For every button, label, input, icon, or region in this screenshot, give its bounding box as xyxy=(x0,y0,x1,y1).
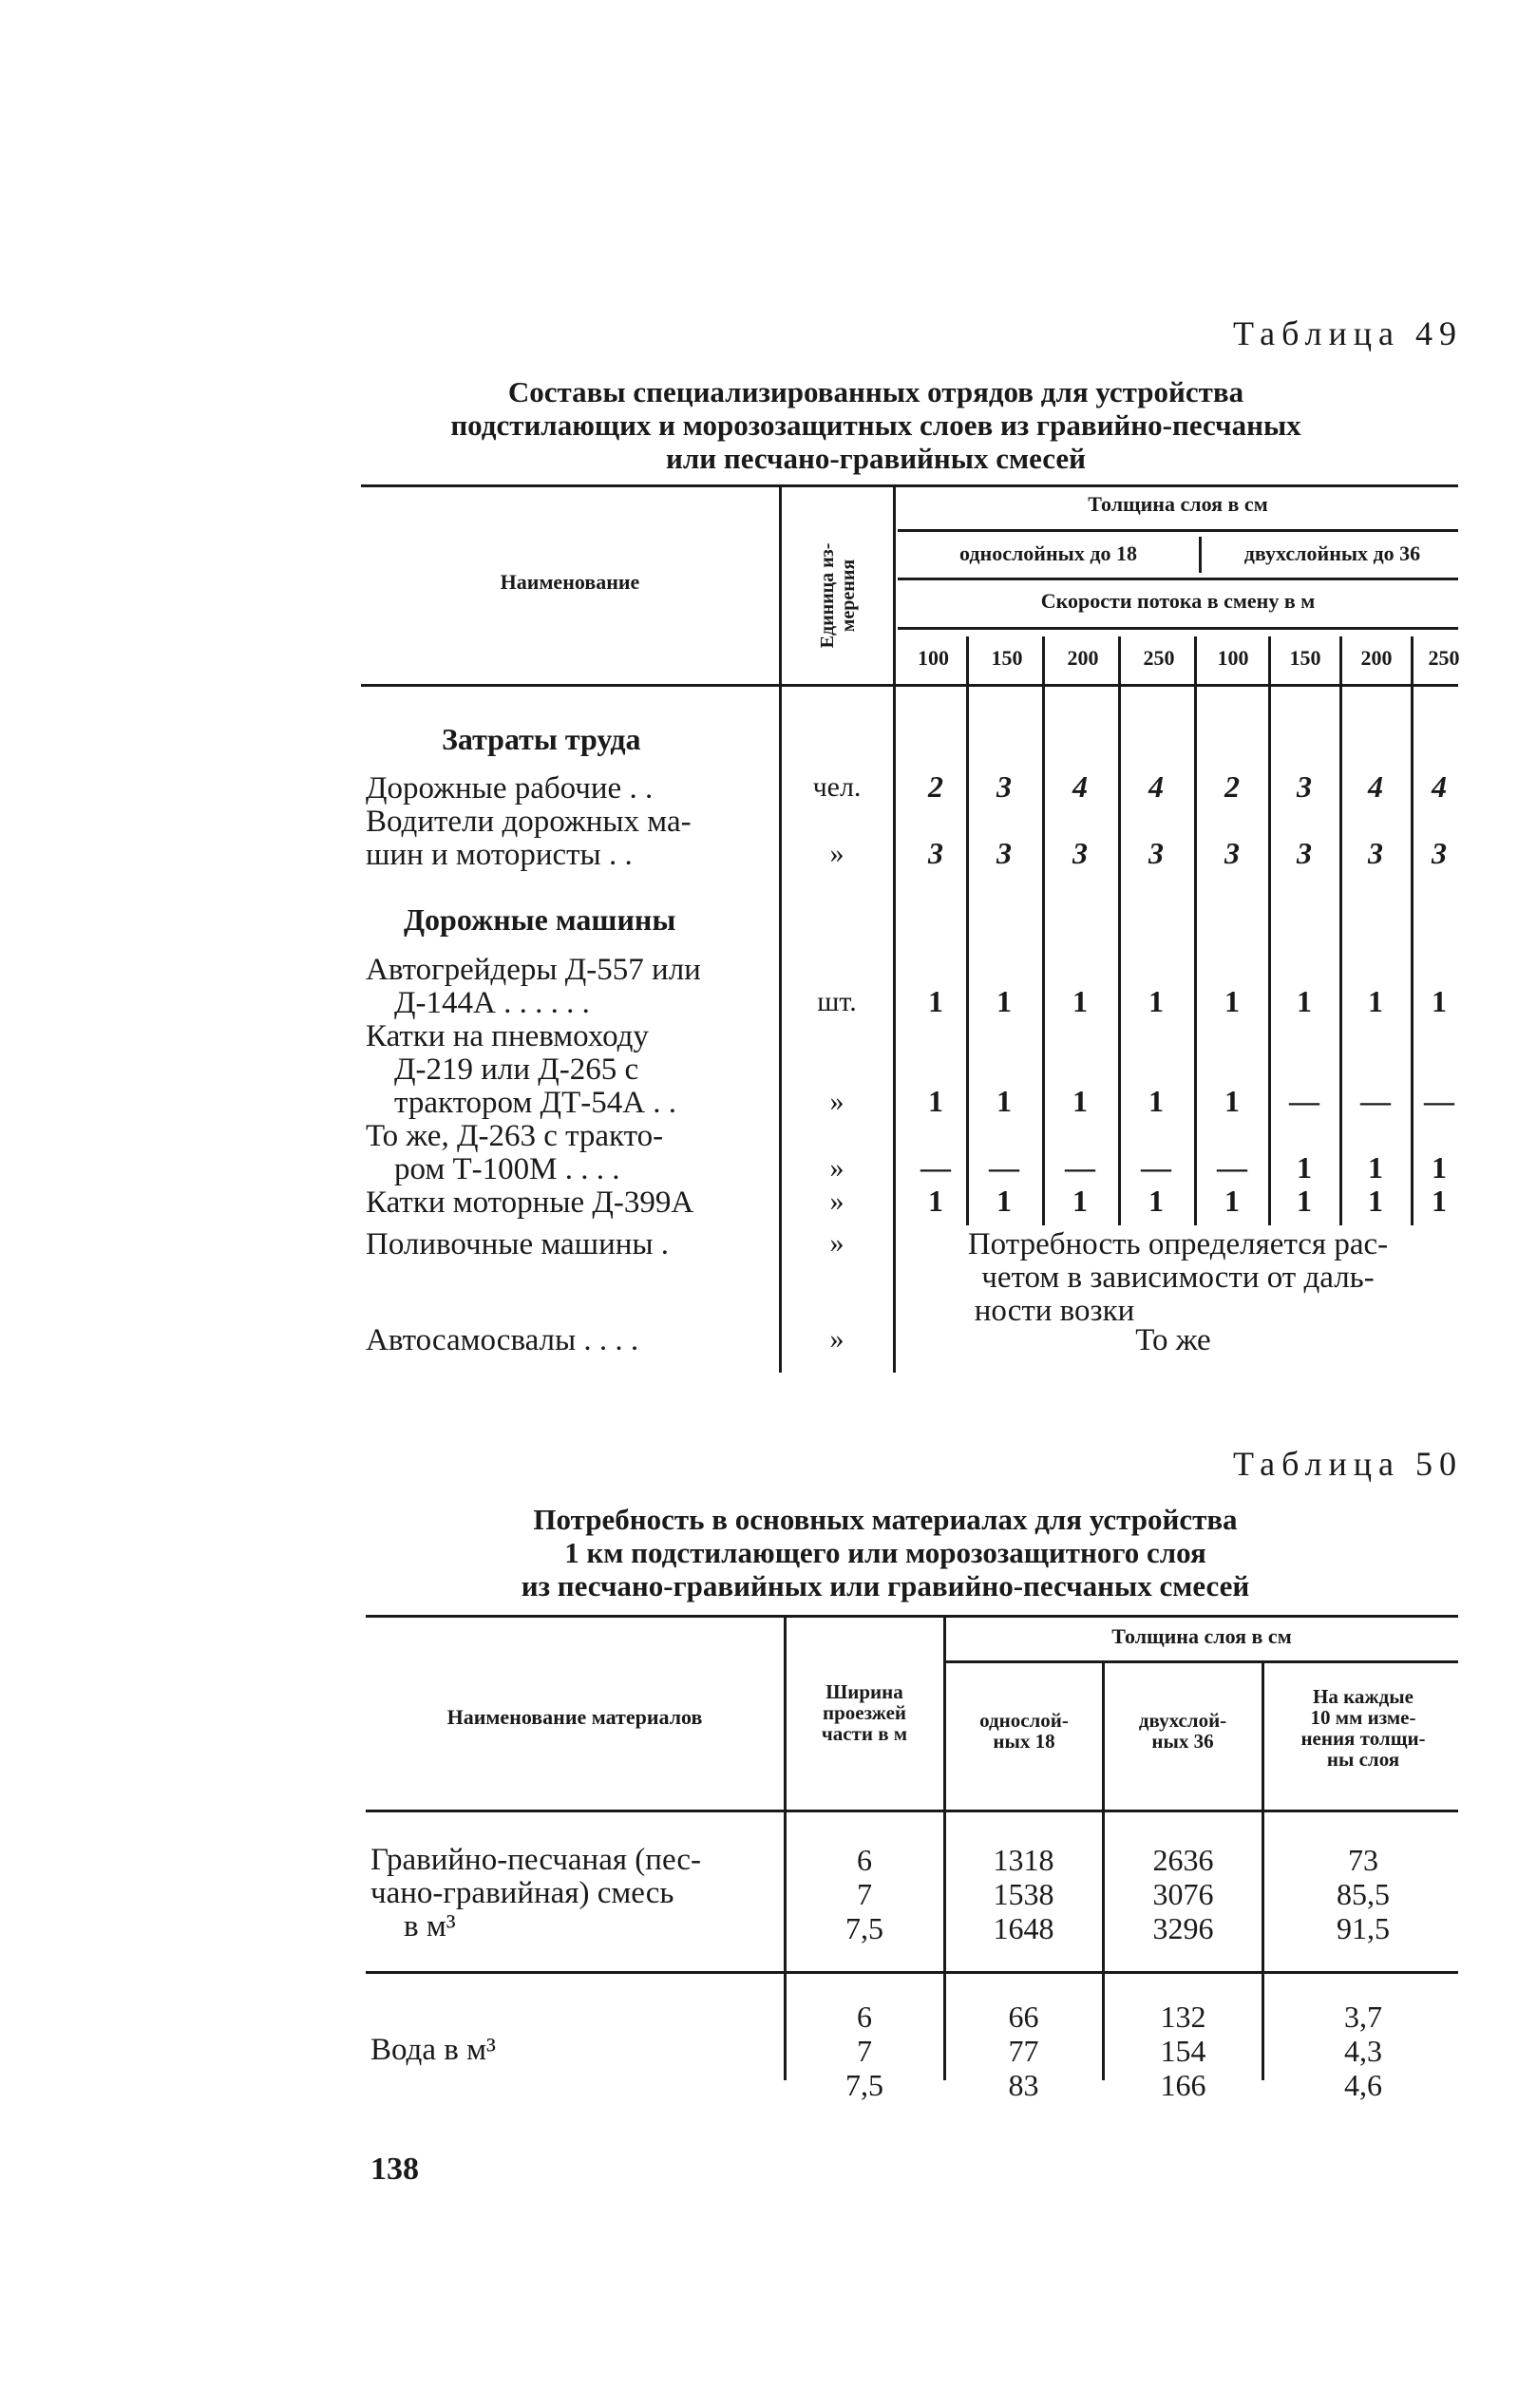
value-cell: 1 xyxy=(1297,1184,1312,1218)
column-header-thickness: Толщина слоя в см xyxy=(1111,1624,1292,1648)
rule xyxy=(945,1660,1458,1663)
width-values: 6 7 7,5 xyxy=(845,1843,883,1945)
row-name: Д-219 или Д-265 с xyxy=(394,1052,639,1087)
row-name: шин и мотористы . . xyxy=(366,838,633,872)
row-unit: » xyxy=(829,1227,844,1259)
rule xyxy=(898,529,1458,532)
table-title-line: подстилающих и морозозащитных слоев из гравийно-песчаных xyxy=(450,408,1301,442)
table-title-line: или песчано-гравийных смесей xyxy=(665,442,1087,475)
row-note: Потребность определяется рас- xyxy=(967,1227,1389,1261)
row-unit: » xyxy=(829,1086,844,1117)
row-name: Д-144А . . . . . . xyxy=(394,986,590,1020)
value-cell: 1 xyxy=(1297,1150,1312,1185)
rule xyxy=(361,684,1458,687)
row-name: ром Т-100М . . . . xyxy=(394,1152,620,1186)
row-note: ности возки xyxy=(974,1294,1135,1328)
speed-header: 200 xyxy=(1067,646,1099,670)
row-name: Гравийно-песчаная (пес- xyxy=(370,1843,702,1877)
section-heading: Затраты труда xyxy=(442,722,641,756)
value-cell: — xyxy=(1217,1150,1247,1185)
value-cell: 3 xyxy=(996,836,1012,870)
row-name: Поливочные машины . xyxy=(366,1227,670,1261)
row-unit: чел. xyxy=(812,771,862,803)
speed-header: 100 xyxy=(1217,646,1249,670)
speed-header: 150 xyxy=(1289,646,1321,670)
value-cell: 3 xyxy=(996,769,1012,804)
value-cell: 1 xyxy=(928,984,943,1018)
rule xyxy=(779,484,782,1373)
row-name: Катки моторные Д-399А xyxy=(366,1185,694,1220)
value-cell: 1 xyxy=(1224,1184,1240,1218)
value-cell: 4 xyxy=(1432,769,1447,804)
rule xyxy=(898,578,1458,580)
value-cell: 1 xyxy=(996,1084,1012,1118)
value-cell: 3 xyxy=(928,836,943,870)
width-values: 6 7 7,5 xyxy=(845,2000,883,2102)
page-number: 138 xyxy=(370,2152,419,2187)
value-cell: 1 xyxy=(1224,1084,1240,1118)
value-cell: 1 xyxy=(1432,1150,1447,1185)
rule xyxy=(366,1971,1458,1974)
column-header-unit: Единица из- мерения xyxy=(817,542,859,649)
row-name: Дорожные рабочие . . xyxy=(366,771,654,806)
value-cell: — xyxy=(1289,1084,1319,1118)
value-cell: 3 xyxy=(1148,836,1164,870)
row-name: Автогрейдеры Д-557 или xyxy=(366,953,701,987)
row-name: То же, Д-263 с тракто- xyxy=(366,1119,664,1153)
rule xyxy=(893,484,896,1373)
row-unit: » xyxy=(829,1185,844,1217)
value-cell: 1 xyxy=(1148,1184,1164,1218)
row-name: чано-гравийная) смесь xyxy=(370,1876,674,1910)
value-cell: 4 xyxy=(1072,769,1088,804)
single-values: 66 77 83 xyxy=(1008,2000,1039,2102)
value-cell: — xyxy=(1141,1150,1171,1185)
row-unit: » xyxy=(829,1323,844,1355)
per10-values: 3,7 4,3 4,6 xyxy=(1344,2000,1382,2102)
value-cell: 1 xyxy=(1368,1184,1383,1218)
column-header-double: двухслой- ных 36 xyxy=(1138,1709,1227,1753)
column-header-double: двухслойных до 36 xyxy=(1243,541,1421,565)
value-cell: 1 xyxy=(996,984,1012,1018)
column-header-thickness: Толщина слоя в см xyxy=(1088,492,1268,516)
value-cell: 1 xyxy=(1072,1084,1088,1118)
rule xyxy=(1194,636,1197,1225)
column-header-name: Наименование материалов xyxy=(446,1705,703,1729)
value-cell: 1 xyxy=(1432,1184,1447,1218)
row-name: трактором ДТ-54А . . xyxy=(394,1086,677,1120)
value-cell: 1 xyxy=(1297,984,1312,1018)
rule xyxy=(1339,636,1342,1225)
value-cell: 3 xyxy=(1072,836,1088,870)
value-cell: 1 xyxy=(1368,1150,1383,1185)
rule xyxy=(1042,636,1045,1225)
table-title-line: Потребность в основных материалах для устройства xyxy=(533,1503,1238,1536)
rule xyxy=(361,484,1458,487)
column-header-per10: На каждые 10 мм изме- нения толщи- ны слоя xyxy=(1300,1685,1426,1771)
value-cell: 1 xyxy=(1432,984,1447,1018)
row-name: Вода в м³ xyxy=(370,2033,496,2067)
rule xyxy=(1118,636,1121,1225)
rule xyxy=(1102,1662,1105,2080)
value-cell: — xyxy=(1065,1150,1095,1185)
rule xyxy=(943,1615,946,2080)
column-header-single: однослой- ных 18 xyxy=(979,1709,1069,1753)
table-number: Таблица 49 xyxy=(1233,314,1463,352)
value-cell: — xyxy=(1424,1084,1454,1118)
rule xyxy=(1262,1662,1264,2080)
speed-header: 150 xyxy=(991,646,1023,670)
value-cell: 1 xyxy=(1368,984,1383,1018)
value-cell: 3 xyxy=(1432,836,1447,870)
value-cell: 3 xyxy=(1224,836,1240,870)
per10-values: 73 85,5 91,5 xyxy=(1337,1843,1390,1945)
value-cell: 1 xyxy=(928,1084,943,1118)
row-name: Катки на пневмоходу xyxy=(366,1019,649,1053)
speed-header: 250 xyxy=(1143,646,1175,670)
column-header-speed: Скорости потока в смену в м xyxy=(1040,589,1316,613)
value-cell: — xyxy=(920,1150,951,1185)
column-header-single: однослойных до 18 xyxy=(959,541,1137,565)
single-values: 1318 1538 1648 xyxy=(993,1843,1054,1945)
value-cell: 2 xyxy=(1224,769,1240,804)
table-title-line: из песчано-гравийных или гравийно-песчаных смесей xyxy=(521,1569,1250,1602)
rule xyxy=(366,1615,1458,1618)
value-cell: — xyxy=(989,1150,1019,1185)
value-cell: — xyxy=(1360,1084,1391,1118)
value-cell: 4 xyxy=(1148,769,1164,804)
column-header-name: Наименование xyxy=(500,570,640,594)
rule xyxy=(898,627,1458,630)
row-unit: шт. xyxy=(817,986,857,1017)
double-values: 132 154 166 xyxy=(1160,2000,1206,2102)
speed-header: 200 xyxy=(1360,646,1393,670)
value-cell: 1 xyxy=(1148,1084,1164,1118)
row-name: в м³ xyxy=(404,1909,456,1943)
value-cell: 4 xyxy=(1368,769,1383,804)
rule xyxy=(784,1615,787,2080)
value-cell: 1 xyxy=(928,1184,943,1218)
rule xyxy=(1268,636,1271,1225)
value-cell: 1 xyxy=(1072,1184,1088,1218)
value-cell: 3 xyxy=(1297,769,1312,804)
rule xyxy=(1411,636,1414,1225)
speed-header: 100 xyxy=(918,646,949,670)
speed-header: 250 xyxy=(1428,646,1460,670)
row-name: Автосамосвалы . . . . xyxy=(366,1323,639,1357)
value-cell: 1 xyxy=(1224,984,1240,1018)
value-cell: 1 xyxy=(1148,984,1164,1018)
rule xyxy=(966,636,969,1225)
table-title-line: Составы специализированных отрядов для устройства xyxy=(507,375,1244,408)
table-number: Таблица 50 xyxy=(1233,1445,1463,1483)
row-unit: » xyxy=(829,1152,844,1184)
value-cell: 1 xyxy=(1072,984,1088,1018)
row-unit: » xyxy=(829,838,844,869)
section-heading: Дорожные машины xyxy=(404,902,676,937)
double-values: 2636 3076 3296 xyxy=(1152,1843,1214,1945)
row-name: Водители дорожных ма- xyxy=(366,805,692,839)
row-note: То же xyxy=(1135,1323,1211,1357)
row-note: четом в зависимости от даль- xyxy=(981,1261,1375,1295)
rule xyxy=(366,1810,1458,1812)
table-title-line: 1 км подстилающего или морозозащитного слоя xyxy=(564,1536,1206,1569)
value-cell: 3 xyxy=(1297,836,1312,870)
value-cell: 3 xyxy=(1368,836,1383,870)
value-cell: 2 xyxy=(928,769,943,804)
column-header-width: Ширина проезжей части в м xyxy=(821,1680,908,1745)
value-cell: 1 xyxy=(996,1184,1012,1218)
